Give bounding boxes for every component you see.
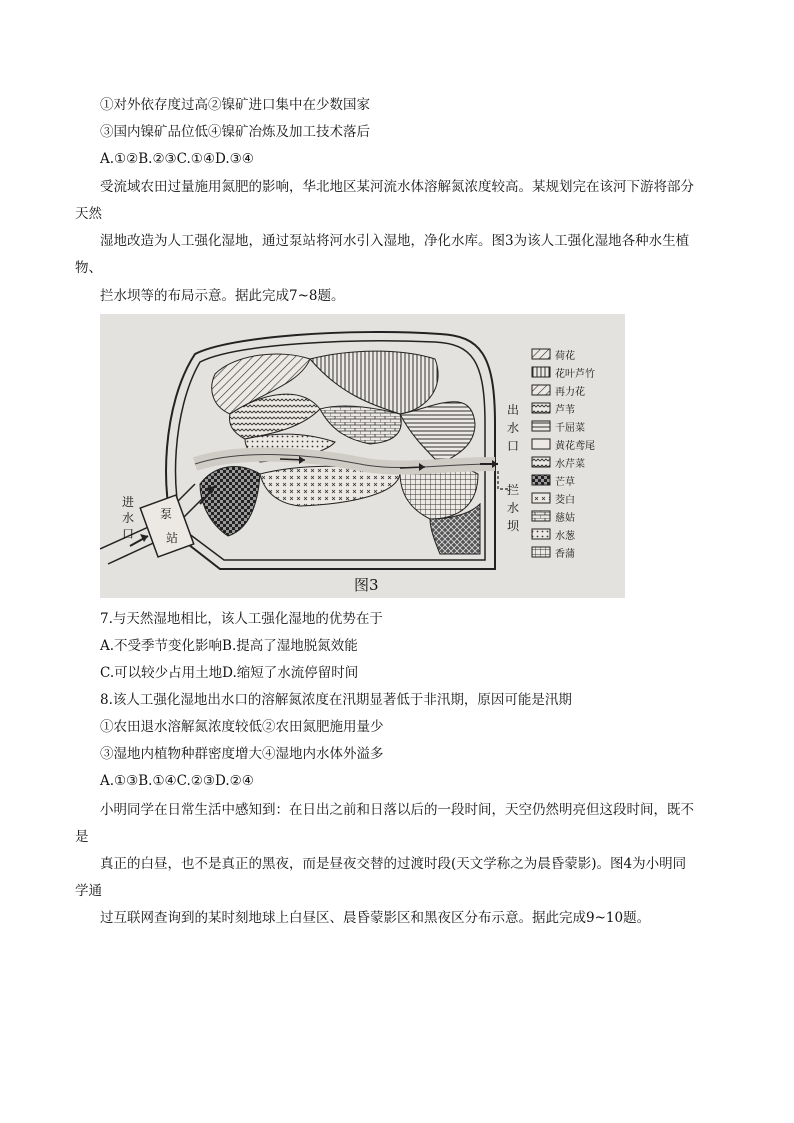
legend-swatch [532, 493, 550, 503]
patch-cattail [400, 402, 475, 464]
legend-label: 慈姑 [555, 513, 575, 524]
legend-label: 水葱 [555, 531, 575, 542]
question-8-options: A.①③B.①④C.②③D.②④ [100, 773, 254, 789]
legend-label: 再力花 [555, 387, 585, 398]
outlet-label-1: 出 [507, 403, 520, 417]
inlet-label-3: 口 [122, 527, 135, 541]
outlet-label-2: 水 [507, 421, 520, 435]
dam-label-2: 水 [507, 501, 520, 515]
legend-swatch [532, 529, 550, 539]
pump-station [140, 495, 193, 557]
legend-label: 茭白 [555, 495, 575, 506]
question-7-options-ab: A.不受季节变化影响B.提高了湿地脱氮效能 [100, 638, 358, 654]
dam-label-3: 坝 [507, 519, 520, 533]
question-7: 7.与天然湿地相比，该人工强化湿地的优势在于 [100, 611, 383, 627]
passage-line: 拦水坝等的布局示意。据此完成7~8题。 [100, 288, 345, 304]
option-line-12: ①对外依存度过高②镍矿进口集中在少数国家 [100, 97, 370, 113]
legend-swatch [532, 547, 550, 557]
answer-options: A.①②B.②③C.①④D.③④ [100, 151, 254, 167]
option-line-34: ③国内镍矿品位低④镍矿冶炼及加工技术落后 [100, 124, 370, 140]
passage-line: 学通 [75, 883, 102, 899]
patch-brick [320, 406, 401, 444]
passage-line: 天然 [75, 206, 102, 222]
patch-check [200, 467, 260, 536]
legend-label: 黄花鸢尾 [555, 441, 595, 452]
pump-label-2: 站 [166, 531, 179, 545]
legend-label: 水芹菜 [555, 459, 585, 470]
legend-swatch [532, 511, 550, 521]
pump-label-1: 泵 [160, 507, 173, 521]
inlet-label-2: 水 [122, 511, 135, 525]
question-8-items-12: ①农田退水溶解氮浓度较低②农田氮肥施用量少 [100, 719, 384, 735]
patch-iris [310, 351, 438, 414]
legend-swatch [532, 457, 550, 467]
legend-label: 千屈菜 [555, 423, 585, 434]
legend-swatch [532, 403, 550, 413]
legend-swatch [532, 439, 550, 449]
legend-swatch [532, 421, 550, 431]
legend-label: 香蒲 [555, 549, 575, 560]
passage-line: 小明同学在日常生活中感知到：在日出之前和日落以后的一段时间，天空仍然明亮但这段时间，既不 [100, 802, 694, 818]
dam-label-1: 拦 [507, 483, 520, 497]
figure-caption: 图3 [354, 576, 379, 594]
legend-swatch [532, 367, 550, 377]
question-8-items-34: ③湿地内植物种群密度增大④湿地内水体外溢多 [100, 746, 384, 762]
passage-line: 真正的白昼，也不是真正的黑夜，而是昼夜交替的过渡时段(天文学称之为晨昏蒙影)。图4为小明同 [100, 856, 687, 872]
legend-label: 芦苇 [555, 405, 575, 416]
passage-line: 湿地改造为人工强化湿地，通过泵站将河水引入湿地，净化水库。图3为该人工强化湿地各种水生植 [100, 233, 690, 249]
wetland-figure [100, 314, 625, 598]
passage-line: 过互联网查询到的某时刻地球上白昼区、晨昏蒙影区和黑夜区分布示意。据此完成9~10题。 [100, 910, 651, 926]
legend-label: 花叶芦竹 [555, 369, 595, 380]
legend-swatch [532, 475, 550, 485]
passage-line: 物、 [75, 260, 102, 276]
legend-label: 荷花 [555, 351, 575, 362]
legend-label: 芒草 [555, 477, 575, 488]
passage-line: 是 [75, 829, 89, 845]
question-8: 8.该人工强化湿地出水口的溶解氮浓度在汛期显著低于非汛期，原因可能是汛期 [100, 692, 572, 708]
passage-line: 受流域农田过量施用氮肥的影响，华北地区某河流水体溶解氮浓度较高。某规划完在该河下游将部分 [100, 179, 694, 195]
legend-swatch [532, 349, 550, 359]
outlet-label-3: 口 [507, 439, 520, 453]
inlet-label-1: 进 [122, 495, 135, 509]
legend [532, 349, 595, 560]
wetland-map [100, 314, 625, 598]
legend-swatch [532, 385, 550, 395]
question-7-options-cd: C.可以较少占用土地D.缩短了水流停留时间 [100, 665, 359, 681]
